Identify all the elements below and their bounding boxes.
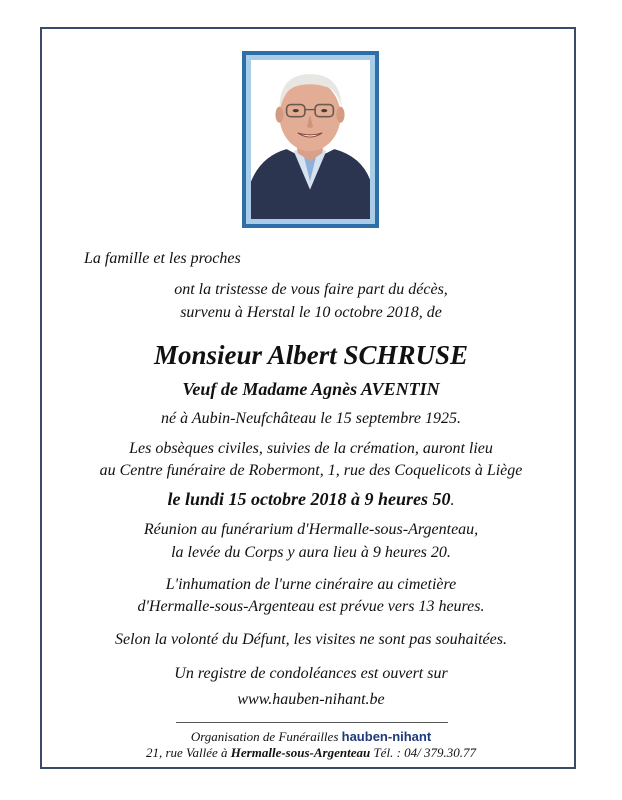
burial-line-2: d'Hermalle-sous-Argenteau est prévue vers 13 heures. [137, 598, 485, 615]
announcement-line-1: ont la tristesse de vous faire part du décès, [174, 281, 448, 298]
meeting-line-2: la levée du Corps y aura lieu à 9 heures 20. [171, 544, 451, 561]
funeral-line-2: au Centre funéraire de Robermont, 1, rue des Coquelicots à Liège [99, 462, 523, 479]
portrait-mat [246, 55, 375, 224]
visits-line: Selon la volonté du Défunt, les visites ne sont pas souhaitées. [115, 631, 507, 648]
phone-label: Tél. : [373, 745, 401, 760]
ceremony-date-end: . [450, 492, 455, 509]
ceremony-date-bold: le lundi 15 octobre 2018 à 9 heures 50 [167, 489, 451, 509]
website-link[interactable]: www.hauben-nihant.be [237, 691, 385, 708]
funeral-line-1: Les obsèques civiles, suivies de la crémation, auront lieu [129, 440, 493, 457]
widow-line: Veuf de Madame Agnès AVENTIN [182, 379, 440, 399]
address-line [0, 745, 622, 761]
organisation-prefix: Organisation de Funérailles [190, 729, 339, 744]
intro-text: La famille et les proches [84, 250, 241, 267]
burial-line-1: L'inhumation de l'urne cinéraire au cimetière [165, 576, 457, 593]
announcement-line-2: survenu à Herstal le 10 octobre 2018, de [180, 304, 442, 321]
phone-number: 04/ 379.30.77 [404, 745, 477, 760]
brand-logo: hauben-nihant [341, 729, 432, 744]
ceremony-date [0, 489, 622, 511]
birth-line: né à Aubin-Neufchâteau le 15 septembre 1925. [161, 410, 461, 427]
address-town: Hermalle-sous-Argenteau [230, 745, 371, 760]
address-prefix: 21, rue Vallée à [145, 745, 228, 760]
register-line: Un registre de condoléances est ouvert sur [174, 665, 448, 682]
organisation-line [0, 729, 622, 745]
portrait-photo [251, 60, 370, 219]
footer-divider [176, 722, 448, 723]
deceased-name: Monsieur Albert SCHRUSE [153, 340, 469, 370]
meeting-line-1: Réunion au funérarium d'Hermalle-sous-Argenteau, [143, 521, 479, 538]
portrait-frame [242, 51, 379, 228]
